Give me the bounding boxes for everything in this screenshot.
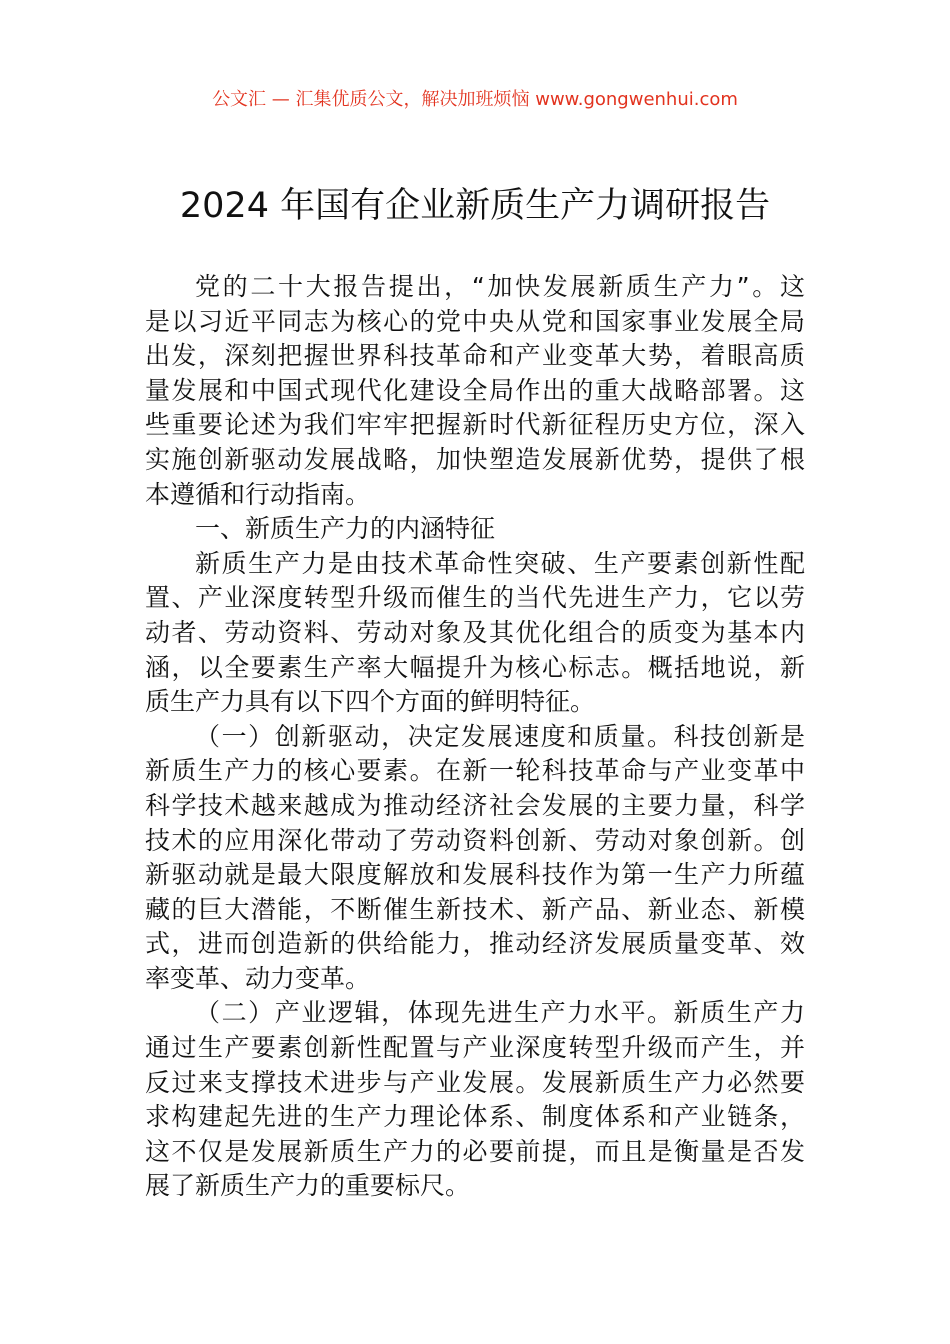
text-line: 新驱动就是最大限度解放和发展科技作为第一生产力所蕴	[145, 860, 805, 890]
text-line: 量发展和中国式现代化建设全局作出的重大战略部署。这	[145, 375, 805, 405]
text-line: 反过来支撑技术进步与产业发展。发展新质生产力必然要	[145, 1067, 805, 1097]
text-line: 一、新质生产力的内涵特征	[195, 514, 496, 544]
document-body	[145, 270, 805, 1204]
text-line: 藏的巨大潜能，不断催生新技术、新产品、新业态、新模	[145, 894, 805, 924]
section-heading	[145, 512, 805, 547]
text-line: 质生产力具有以下四个方面的鲜明特征。	[145, 687, 596, 717]
paragraph	[145, 996, 805, 1204]
paragraph	[145, 720, 805, 997]
text-line: 展了新质生产力的重要标尺。	[145, 1171, 471, 1201]
text-line: 党的二十大报告提出，“加快发展新质生产力”。这	[195, 272, 805, 301]
text-line: 置、产业深度转型升级而催生的当代先进生产力，它以劳	[145, 583, 805, 613]
paragraph	[145, 547, 805, 720]
text-line: 率变革、动力变革。	[145, 963, 371, 993]
text-line: （二）产业逻辑，体现先进生产力水平。新质生产力	[195, 998, 805, 1028]
text-line: 科学技术越来越成为推动经济社会发展的主要力量，科学	[145, 790, 805, 820]
text-line: 实施创新驱动发展战略，加快塑造发展新优势，提供了根	[145, 444, 805, 474]
text-line: 动者、劳动资料、劳动对象及其优化组合的质变为基本内	[145, 617, 805, 647]
text-line: 这不仅是发展新质生产力的必要前提，而且是衡量是否发	[145, 1136, 805, 1166]
text-line: 本遵循和行动指南。	[145, 479, 371, 509]
text-line: 求构建起先进的生产力理论体系、制度体系和产业链条，	[145, 1102, 805, 1132]
text-line: 技术的应用深化带动了劳动资料创新、劳动对象创新。创	[145, 825, 805, 855]
text-line: 新质生产力的核心要素。在新一轮科技革命与产业变革中	[145, 756, 805, 786]
paragraph	[145, 270, 805, 512]
text-line: 些重要论述为我们牢牢把握新时代新征程历史方位，深入	[145, 410, 805, 440]
text-line: 式，进而创造新的供给能力，推动经济发展质量变革、效	[145, 929, 805, 959]
text-line: 通过生产要素创新性配置与产业深度转型升级而产生，并	[145, 1033, 805, 1063]
text-line: （一）创新驱动，决定发展速度和质量。科技创新是	[195, 721, 805, 751]
text-line: 涵，以全要素生产率大幅提升为核心标志。概括地说，新	[145, 652, 805, 682]
text-line: 是以习近平同志为核心的党中央从党和国家事业发展全局	[145, 306, 805, 336]
site-header-watermark: 公文汇 — 汇集优质公文，解决加班烦恼 www.gongwenhui.com	[212, 89, 738, 110]
text-line: 新质生产力是由技术革命性突破、生产要素创新性配	[195, 548, 805, 578]
document-title: 2024 年国有企业新质生产力调研报告	[179, 186, 771, 226]
text-line: 出发，深刻把握世界科技革命和产业变革大势，着眼高质	[145, 341, 805, 371]
